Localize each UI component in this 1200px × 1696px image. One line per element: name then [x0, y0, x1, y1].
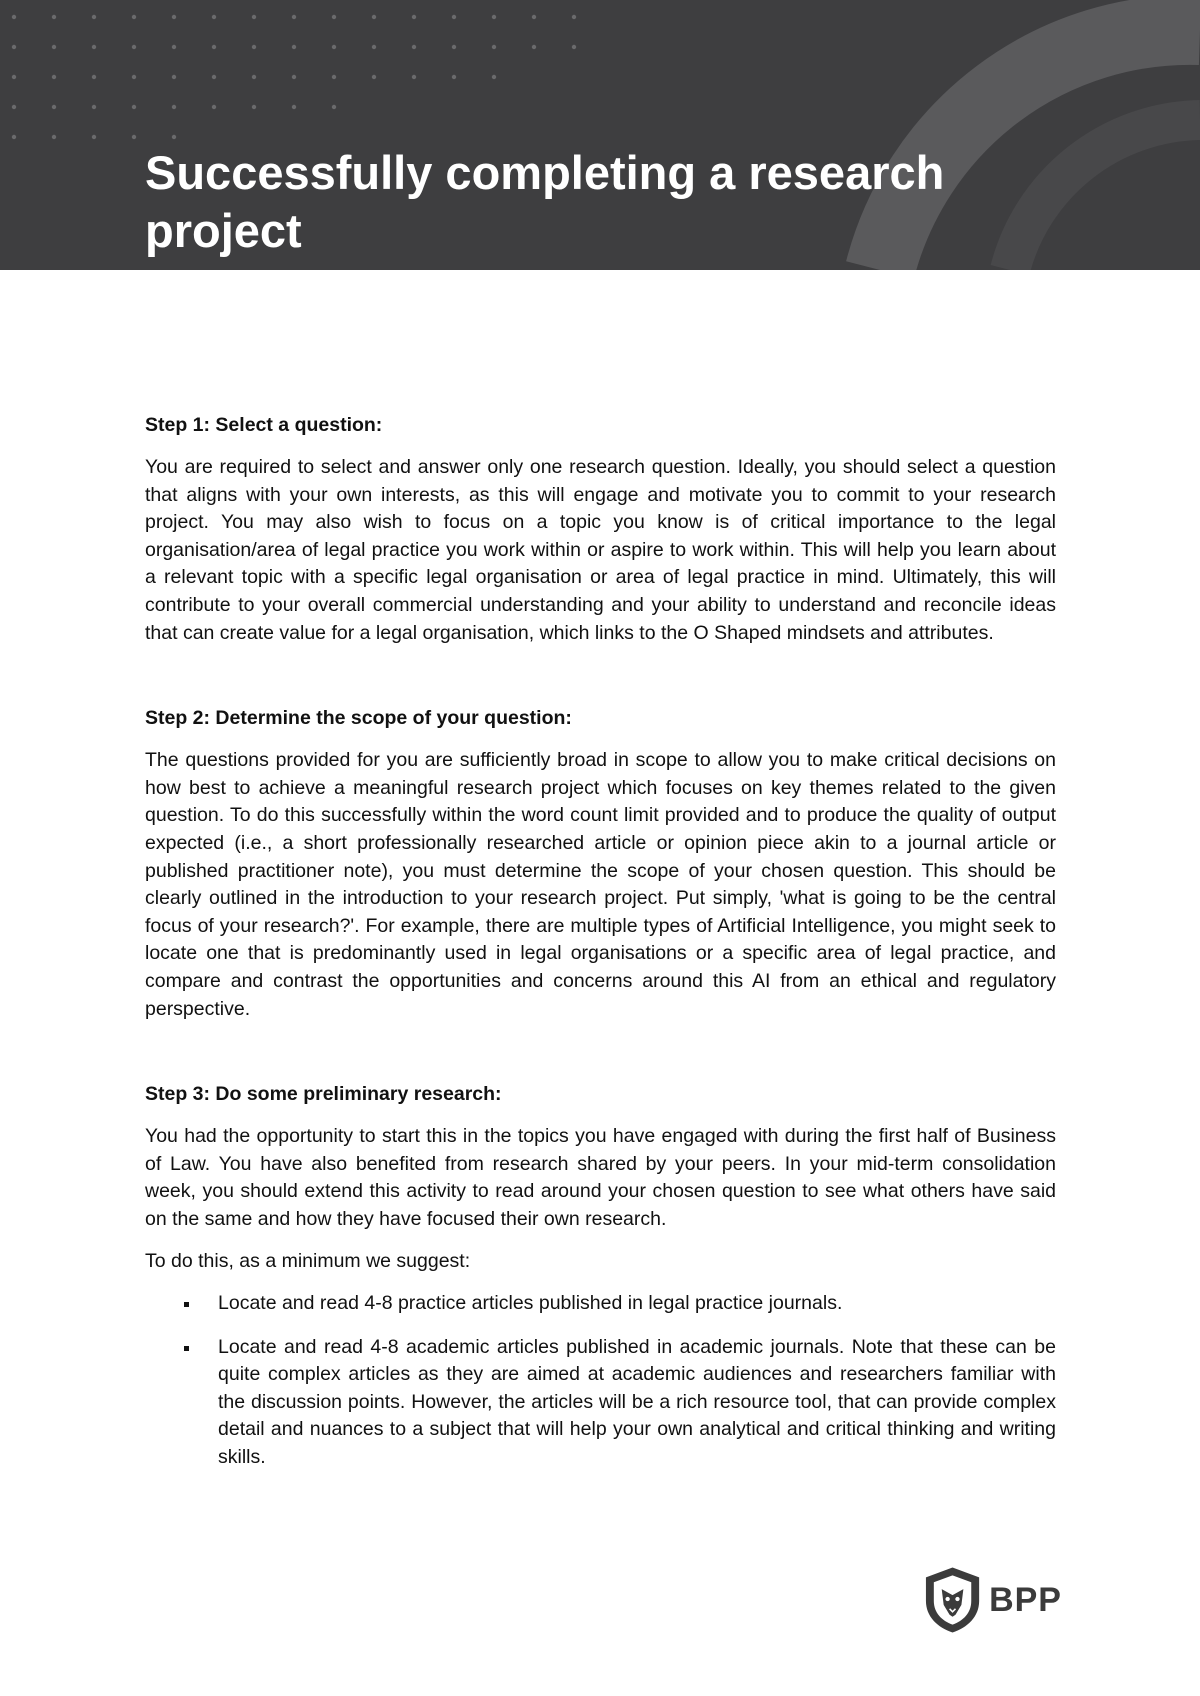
- document-body: [145, 411, 1056, 1472]
- page-title: Successfully completing a research project: [145, 146, 945, 257]
- paragraph: The questions provided for you are sufficiently broad in scope to allow you to make critical decisions on how best to achieve a meaningful research project which focuses on key themes related to the given question. To do this successfully within the word count limit provided and to produce the quality of output expected (i.e., a short professionally researched article or opinion piece akin to a journal article or published practitioner note), you must determine the scope of your chosen question. This should be clearly outlined in the introduction to your research project. Put simply, 'what is going to be the central focus of your research?'. For example, there are multiple types of Artificial Intelligence, you might seek to locate one that is predominantly used in legal organisations or a specific area of legal practice, and compare and contrast the opportunities and concerns around this AI from an ethical and regulatory perspective.: [145, 749, 1056, 1020]
- bpp-logo: [922, 1565, 1062, 1635]
- list-item: [145, 1334, 1056, 1472]
- square-bullet-icon: [184, 1302, 189, 1307]
- step-heading: Step 2: Determine the scope of your question:: [145, 707, 572, 730]
- list-item-text: Locate and read 4-8 practice articles published in legal practice journals.: [218, 1292, 843, 1315]
- header-banner: [0, 0, 1200, 270]
- list-item-text: Locate and read 4-8 academic articles published in academic journals. Note that these can be quite complex articles as they are aimed at academic audiences and researchers familiar with the discussion points. However, the articles will be a rich resource tool, that can provide complex detail and nuances to a subject that will help your own analytical and critical thinking and writing skills.: [218, 1335, 1056, 1469]
- square-bullet-icon: [184, 1346, 189, 1351]
- step-heading: Step 1: Select a question:: [145, 414, 383, 436]
- list-item: [145, 1290, 1056, 1318]
- bullet-list: [145, 1290, 1056, 1472]
- logo-text: BPP: [989, 1580, 1062, 1619]
- paragraph: You had the opportunity to start this in the topics you have engaged with during the first half of Business of Law. You have also benefited from research shared by your peers. In your mid-term consolidation week, you should extend this activity to read around your chosen question to see what others have said on the same and how they have focused their own research.: [145, 1125, 1056, 1230]
- step-heading: Step 3: Do some preliminary research:: [145, 1083, 502, 1106]
- lion-shield-icon: [922, 1565, 983, 1635]
- section-step-1: [145, 411, 1056, 647]
- section-step-3: [145, 1080, 1056, 1472]
- paragraph: You are required to select and answer only one research question. Ideally, you should select a question that aligns with your own interests, as this will engage and motivate you to commit to your research project. You may also wish to focus on a topic you know is of critical importance to the legal organisation/area of legal practice you work within or aspire to work within. This will help you learn about a relevant topic with a specific legal organisation or area of legal practice in mind. Ultimately, this will contribute to your overall commercial understanding and your ability to understand and reconcile ideas that can create value for a legal organisation, which links to the O Shaped mindsets and attributes.: [145, 456, 1056, 644]
- section-step-2: [145, 704, 1056, 1023]
- paragraph: To do this, as a minimum we suggest:: [145, 1250, 471, 1273]
